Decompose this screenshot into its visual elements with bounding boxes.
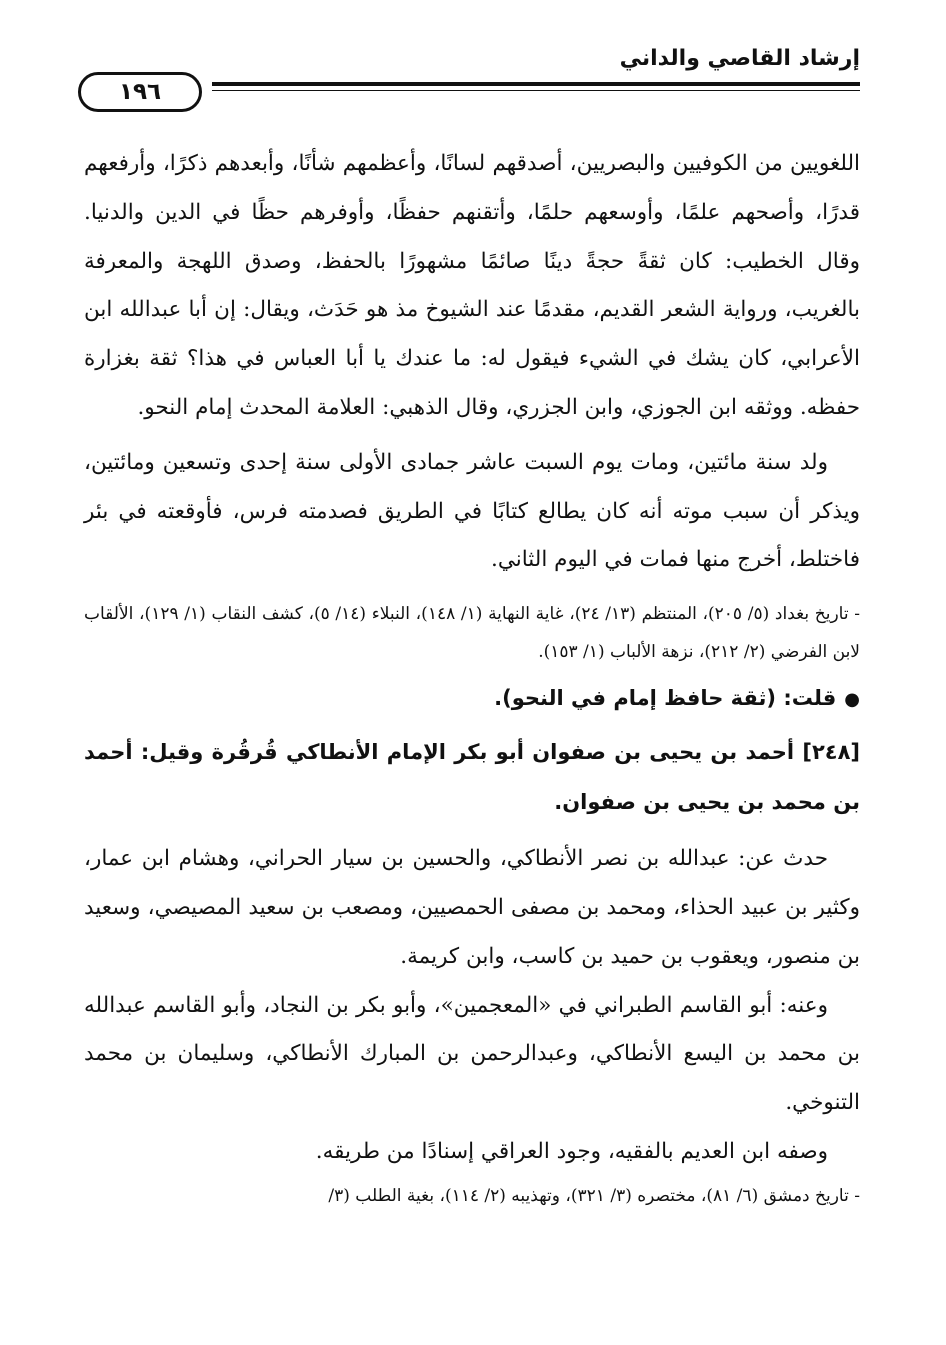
paragraph-bio: اللغويين من الكوفيين والبصريين، أصدقهم لسانًا، وأعظمهم شأنًا، وأبعدهم ذكرًا، وأرفعهم قدرًا، وأصحهم علمًا، وأوسعهم حلمًا، وأتقنهم حفظًا، وأوفرهم حظًا في الدين والدنيا. وقال الخطيب: كان ثقةً حجةً دينًا صائمًا مشهورًا بالحفظ، وصدق اللهجة والمعرفة بالغريب، ورواية الشعر القديم، مقدمًا عند الشيوخ مذ هو حَدَث، ويقال: إن أبا عبدالله ابن الأعرابي، كان يشك في الشيء فيقول له: ما عندك يا أبا العباس في هذا؟ ثقة بغزارة حفظه. ووثقه ابن الجوزي، وابن الجزري، وقال الذهبي: العلامة المحدث إمام النحو. bbox=[84, 151, 860, 420]
running-title: إرشاد القاصي والداني bbox=[619, 46, 860, 71]
bullet-icon: ● bbox=[844, 689, 860, 711]
footnote-sources-1: - تاريخ بغداد (٥/ ٢٠٥)، المنتظم (١٣/ ٢٤)، غاية النهاية (١/ ١٤٨)، النبلاء (١٤/ ٥)، كشف النقاب (١/ ١٢٩)، الألقاب لابن الفرضي (٢/ ٢١٢)، نزهة الألباب (١/ ١٥٣). bbox=[84, 604, 860, 663]
verdict-line bbox=[84, 673, 860, 725]
paragraph-death: ولد سنة مائتين، ومات يوم السبت عاشر جمادى الأولى سنة إحدى وتسعين ومائتين، ويذكر أن سبب موته أنه كان يطالع كتابًا في الطريق فصدمته فرس، فأوقعته في بئر فاختلط، أخرج منها فمات في اليوم الثاني. bbox=[84, 449, 860, 573]
page-number: ١٩٦ bbox=[78, 72, 202, 112]
paragraph-teachers: حدث عن: عبدالله بن نصر الأنطاكي، والحسين بن سيار الحراني، وهشام ابن عمار، وكثير بن عبيد الحذاء، ومحمد بن مصفى الحمصيين، ومصعب بن سعيد المصيصي، وسعيد بن منصور، ويعقوب بن حميد بن كاسب، وابن كريمة. bbox=[84, 846, 860, 969]
page-body bbox=[84, 140, 860, 1215]
verdict-text: قلت: (ثقة حافظ إمام في النحو). bbox=[494, 686, 837, 711]
page-header bbox=[78, 44, 860, 104]
paragraph-description: وصفه ابن العديم بالفقيه، وجود العراقي إسنادًا من طريقه. bbox=[315, 1138, 828, 1164]
page-number-wrap bbox=[76, 56, 212, 104]
entry-heading: [٢٤٨] أحمد بن يحيى بن صفوان أبو بكر الإمام الأنطاكي قُرقُرة وقيل: أحمد بن محمد بن يحيى بن صفوان. bbox=[84, 740, 860, 815]
paragraph-students: وعنه: أبو القاسم الطبراني في «المعجمين»، وأبو بكر بن النجاد، وأبو القاسم عبدالله بن محمد بن اليسع الأنطاكي، وعبدالرحمن بن المبارك الأنطاكي، وسليمان بن محمد التنوخي. bbox=[84, 992, 860, 1116]
footnote-sources-2: - تاريخ دمشق (٦/ ٨١)، مختصره (٣/ ٣٢١)، وتهذيبه (٢/ ١١٤)، بغية الطلب (٣/ bbox=[328, 1185, 860, 1206]
